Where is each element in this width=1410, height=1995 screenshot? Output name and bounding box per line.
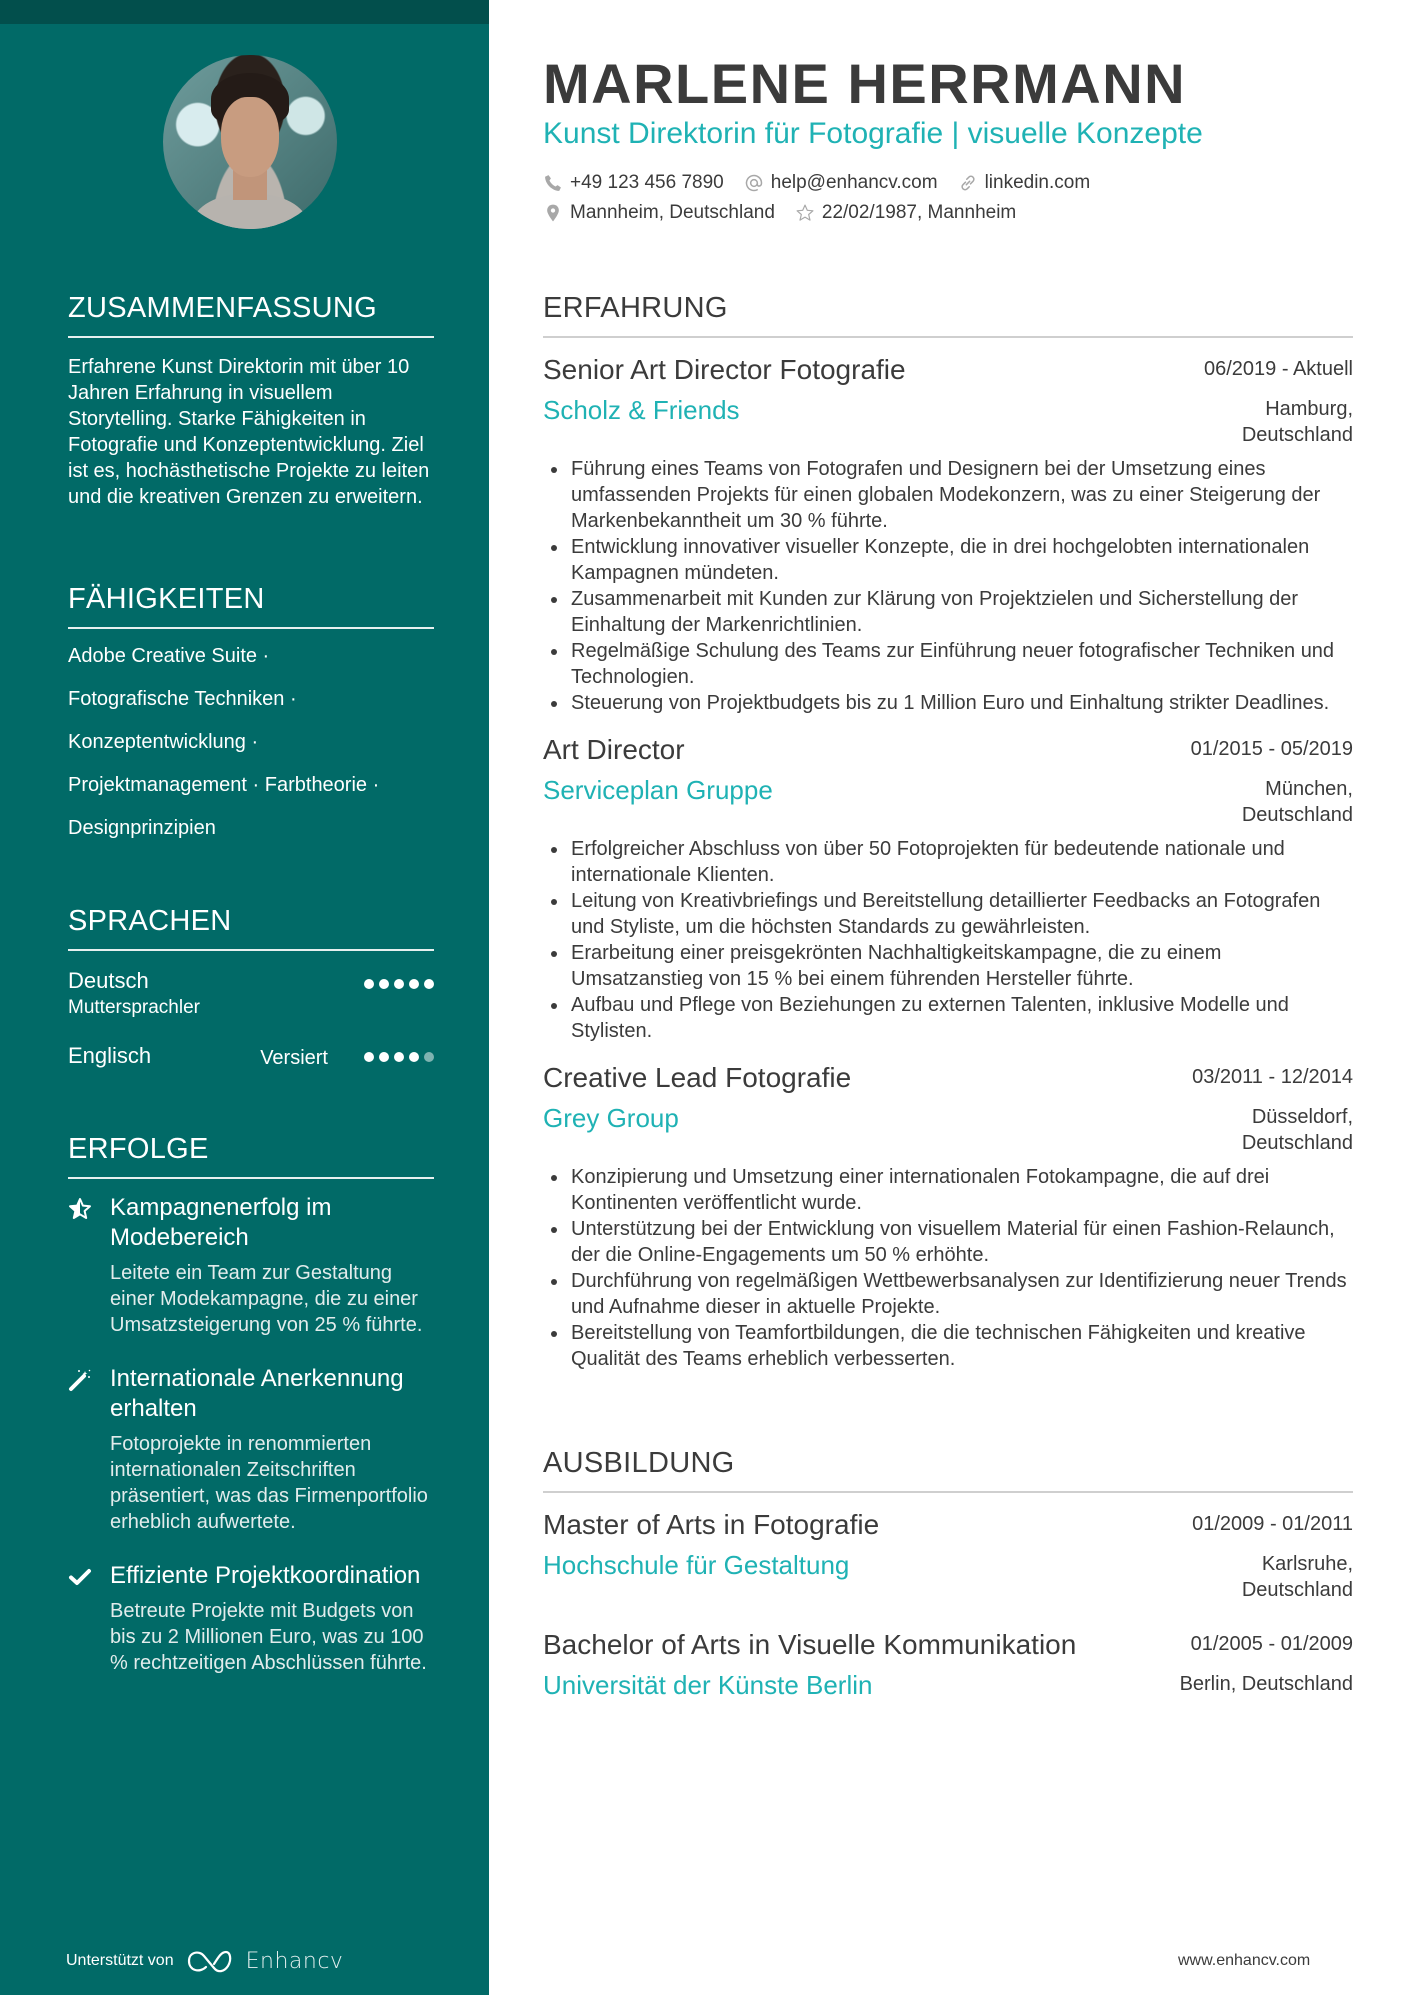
language-name: Englisch — [68, 1043, 152, 1068]
job-dates: 06/2019 - Aktuell — [1204, 358, 1353, 380]
language-proficiency: Muttersprachler — [68, 997, 200, 1018]
degree-title: Bachelor of Arts in Visuelle Kommunikation — [543, 1629, 1077, 1660]
job-title: Senior Art Director Fotografie — [543, 354, 906, 385]
bullet-item: Leitung von Kreativbriefings und Bereitstellung detaillierter Feedbacks an Fotografen und Styliste, um die höchsten Standards zu gewährleisten. — [543, 888, 1353, 940]
job-location: Düsseldorf, Deutschland — [1241, 1106, 1353, 1154]
divider — [68, 336, 434, 338]
divider — [68, 949, 434, 951]
language-name: Deutsch — [68, 968, 149, 993]
at-icon — [744, 173, 764, 193]
school-name: Hochschule für Gestaltung — [543, 1550, 850, 1580]
entry-subheader — [543, 1549, 1353, 1607]
checkmark-icon — [68, 1565, 92, 1589]
achievements-title: ERFOLGE — [68, 1133, 209, 1165]
skill-line: Konzeptentwicklung · — [68, 731, 259, 753]
achievement-item — [68, 1561, 434, 1676]
bullet-item: Regelmäßige Schulung des Teams zur Einführung neuer fotografischer Techniken und Technologien. — [543, 638, 1353, 690]
experience-title: ERFAHRUNG — [543, 292, 728, 324]
summary-title: ZUSAMMENFASSUNG — [68, 292, 378, 324]
divider — [543, 1491, 1353, 1493]
education-entry — [543, 1627, 1353, 1701]
footer-url[interactable]: www.enhancv.com — [1178, 1952, 1311, 1969]
rating-dot-filled — [409, 979, 419, 989]
divider — [68, 627, 434, 629]
entry-header — [543, 1627, 1353, 1669]
enhancv-brand[interactable]: Enhancv — [245, 1948, 344, 1974]
language-rating — [364, 979, 434, 989]
rating-dot-empty — [424, 1052, 434, 1062]
profile-photo — [163, 55, 337, 229]
skills-list — [68, 643, 434, 841]
rating-dot-filled — [394, 979, 404, 989]
experience-section — [543, 290, 1353, 1372]
achievements-section — [68, 1131, 434, 1676]
job-title: Art Director — [543, 734, 685, 765]
star-half-icon — [68, 1197, 92, 1221]
achievement-title: Internationale Anerkennung erhalten — [110, 1365, 404, 1422]
achievement-item — [68, 1364, 434, 1535]
languages-list — [68, 967, 434, 1108]
entry-subheader — [543, 394, 1353, 452]
rating-dot-filled — [379, 979, 389, 989]
bullet-item: Erfolgreicher Abschluss von über 50 Fotoprojekten für bedeutende nationale und internationale Klienten. — [543, 836, 1353, 888]
languages-title: SPRACHEN — [68, 905, 232, 937]
sidebar — [0, 0, 489, 1995]
bullet-item: Entwicklung innovativer visueller Konzepte, die in drei hochgelobten internationalen Kampagnen mündeten. — [543, 534, 1353, 586]
experience-entry — [543, 732, 1353, 1044]
magic-wand-icon — [68, 1368, 92, 1392]
link-icon — [958, 173, 978, 193]
education-entry — [543, 1507, 1353, 1607]
language-rating — [364, 1052, 434, 1062]
powered-by — [66, 1948, 343, 1974]
achievement-description: Leitete ein Team zur Gestaltung einer Modekampagne, die zu einer Umsatzsteigerung von 25 % führte. — [110, 1262, 423, 1336]
language-proficiency: Versiert — [260, 1047, 328, 1069]
contact-email[interactable] — [744, 172, 938, 194]
contact-row — [543, 198, 1090, 228]
experience-entry — [543, 1060, 1353, 1372]
photo-face — [221, 97, 279, 177]
contact-linkedin[interactable] — [958, 172, 1091, 194]
school-name: Universität der Künste Berlin — [543, 1670, 873, 1700]
contact-phone[interactable] — [543, 172, 724, 194]
education-location: Karlsruhe, Deutschland — [1241, 1553, 1353, 1601]
enhancv-logo-icon[interactable] — [186, 1948, 234, 1974]
entry-subheader — [543, 774, 1353, 832]
powered-by-label: Unterstützt von — [66, 1952, 174, 1969]
rating-dot-filled — [364, 1052, 374, 1062]
skill-line: Fotografische Techniken · — [68, 688, 297, 710]
rating-dot-filled — [364, 979, 374, 989]
contact-info — [543, 168, 1090, 228]
contact-location — [543, 202, 775, 224]
rating-dot-filled — [379, 1052, 389, 1062]
achievement-title: Kampagnenerfolg im Modebereich — [110, 1194, 332, 1251]
rating-dot-filled — [409, 1052, 419, 1062]
achievement-item — [68, 1193, 434, 1338]
bullet-item: Bereitstellung von Teamfortbildungen, die die technischen Fähigkeiten und kreative Qualität des Teams erheblich verbesserten. — [543, 1320, 1353, 1372]
education-location: Berlin, Deutschland — [1179, 1673, 1353, 1695]
location-pin-icon — [543, 203, 563, 223]
skill-line: Designprinzipien — [68, 817, 216, 839]
language-item — [68, 1042, 434, 1108]
education-dates: 01/2009 - 01/2011 — [1192, 1513, 1353, 1535]
entry-header — [543, 732, 1353, 774]
job-location: Hamburg, Deutschland — [1241, 398, 1353, 446]
company-name: Grey Group — [543, 1103, 679, 1133]
job-bullets — [543, 1164, 1353, 1372]
bullet-item: Führung eines Teams von Fotografen und Designern bei der Umsetzung eines umfassenden Projekts für einen globalen Modekonzern, was zu einer Steigerung der Markenbekanntheit um 30 % führte. — [543, 456, 1353, 534]
divider — [68, 1177, 434, 1179]
language-item — [68, 967, 434, 1033]
divider — [543, 336, 1353, 338]
bullet-item: Durchführung von regelmäßigen Wettbewerbsanalysen zur Identifizierung neuer Trends und Aufnahme dieser in aktuelle Projekte. — [543, 1268, 1353, 1320]
sidebar-top-band — [0, 0, 489, 24]
email-text: help@enhancv.com — [770, 172, 938, 193]
skill-line: Adobe Creative Suite · — [68, 645, 270, 667]
summary-text: Erfahrene Kunst Direktorin mit über 10 Jahren Erfahrung in visuellem Storytelling. Starke Fähigkeiten in Fotografie und Konzeptentwicklung. Ziel ist es, hochästhetische Projekte zu leiten und die kreativen Grenzen zu erweitern. — [68, 356, 430, 508]
degree-title: Master of Arts in Fotografie — [543, 1509, 880, 1540]
achievement-description: Betreute Projekte mit Budgets von bis zu 2 Millionen Euro, was zu 100 % rechtzeitigen Abschlüssen führte. — [110, 1600, 427, 1674]
bullet-item: Erarbeitung einer preisgekrönten Nachhaltigkeitskampagne, die zu einem Umsatzanstieg von 15 % bei einem führenden Hersteller führte. — [543, 940, 1353, 992]
job-bullets — [543, 456, 1353, 716]
phone-text: +49 123 456 7890 — [570, 172, 724, 193]
achievement-description: Fotoprojekte in renommierten internationalen Zeitschriften präsentiert, was das Firmenportfolio erheblich aufwertete. — [110, 1433, 428, 1533]
job-location: München, Deutschland — [1241, 778, 1353, 826]
linkedin-text: linkedin.com — [984, 172, 1091, 193]
company-name: Scholz & Friends — [543, 395, 740, 425]
skill-line: Projektmanagement · Farbtheorie · — [68, 774, 380, 796]
contact-birth — [795, 202, 1016, 224]
rating-dot-filled — [424, 979, 434, 989]
education-title: AUSBILDUNG — [543, 1447, 735, 1479]
skills-section — [68, 581, 434, 841]
entry-subheader — [543, 1102, 1353, 1160]
summary-section — [68, 290, 434, 510]
job-title: Creative Lead Fotografie — [543, 1062, 852, 1093]
company-name: Serviceplan Gruppe — [543, 775, 773, 805]
birth-text: 22/02/1987, Mannheim — [821, 202, 1017, 223]
star-icon — [795, 203, 815, 223]
bullet-item: Aufbau und Pflege von Beziehungen zu externen Talenten, inklusive Modelle und Stylisten. — [543, 992, 1353, 1044]
job-bullets — [543, 836, 1353, 1044]
achievement-title: Effiziente Projektkoordination — [110, 1562, 421, 1589]
rating-dot-filled — [394, 1052, 404, 1062]
location-text: Mannheim, Deutschland — [570, 202, 775, 223]
phone-icon — [543, 173, 563, 193]
experience-entry — [543, 352, 1353, 716]
bullet-item: Zusammenarbeit mit Kunden zur Klärung von Projektzielen und Sicherstellung der Einhaltung der Markenrichtlinien. — [543, 586, 1353, 638]
entry-header — [543, 1507, 1353, 1549]
skills-title: FÄHIGKEITEN — [68, 583, 265, 615]
entry-header — [543, 1060, 1353, 1102]
job-dates: 03/2011 - 12/2014 — [1192, 1066, 1353, 1088]
candidate-headline: Kunst Direktorin für Fotografie | visuelle Konzepte — [543, 117, 1203, 150]
contact-row — [543, 168, 1090, 198]
languages-section — [68, 903, 434, 1108]
bullet-item: Unterstützung bei der Entwicklung von visuellem Material für einen Fashion-Relaunch, der die Online-Engagements um 50 % erhöhte. — [543, 1216, 1353, 1268]
bullet-item: Steuerung von Projektbudgets bis zu 1 Million Euro und Einhaltung strikter Deadlines. — [543, 690, 1353, 716]
bullet-item: Konzipierung und Umsetzung einer internationalen Fotokampagne, die auf drei Kontinenten veröffentlicht wurde. — [543, 1164, 1353, 1216]
job-dates: 01/2015 - 05/2019 — [1190, 738, 1353, 760]
education-section — [543, 1445, 1353, 1701]
entry-subheader — [543, 1669, 1353, 1701]
candidate-name: MARLENE HERRMANN — [543, 52, 1187, 115]
education-dates: 01/2005 - 01/2009 — [1190, 1633, 1353, 1655]
entry-header — [543, 352, 1353, 394]
